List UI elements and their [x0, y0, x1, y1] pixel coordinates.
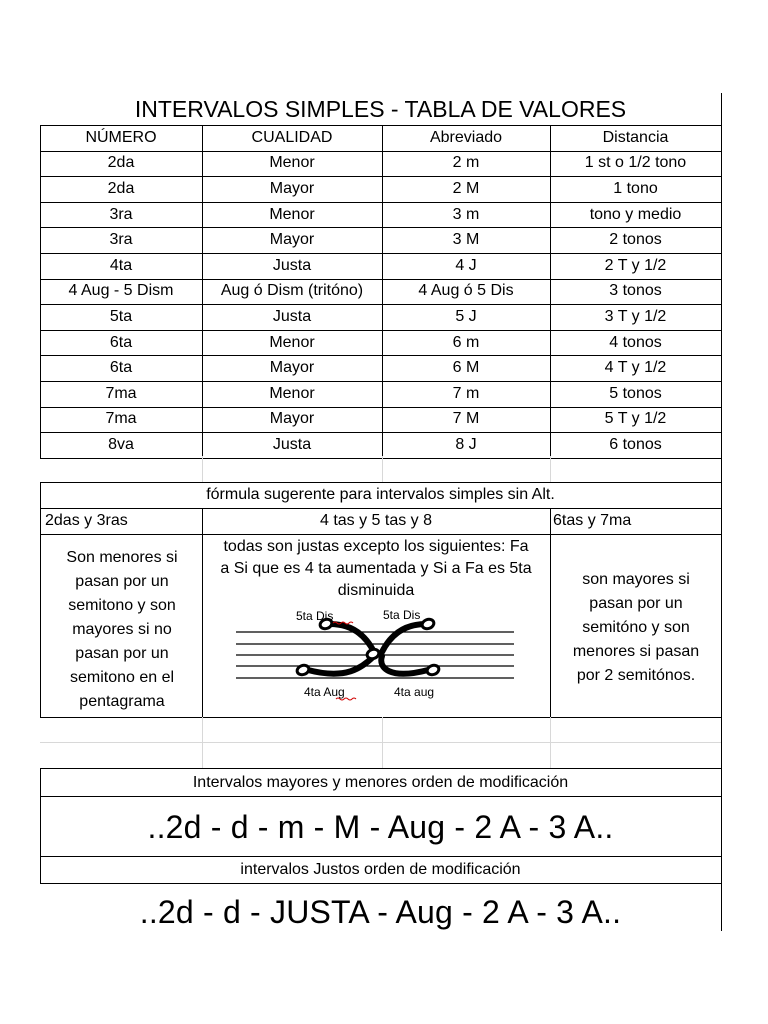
- cell-numero: 2da: [107, 179, 135, 197]
- formula-col2-text: todas son justas excepto los siguientes: Fa a Si que es 4 ta aumentada y Si a Fa es 5ta disminuida: [220, 538, 532, 599]
- table-row-border: [40, 253, 721, 254]
- label-4ta-aug-left: 4ta Aug: [304, 685, 345, 699]
- mayores-menores-title: Intervalos mayores y menores orden de modificación: [192, 773, 569, 791]
- blank-row-divider: [382, 456, 383, 482]
- cell-abreviado: 8 J: [455, 435, 477, 453]
- interval-staff-diagram: [228, 604, 518, 704]
- cell-abreviado: 3 M: [452, 231, 480, 249]
- cell-cualidad: Mayor: [269, 410, 315, 428]
- cell-abreviado: 7 M: [452, 410, 480, 428]
- cell-distancia: 3 T y 1/2: [604, 307, 667, 325]
- formula-left-border: [40, 482, 41, 717]
- arc-bottom-right: [381, 656, 428, 674]
- table-row-border: [40, 202, 721, 203]
- cell-cualidad: Justa: [272, 307, 312, 325]
- table-col-border: [382, 125, 383, 458]
- blank-row-divider: [382, 717, 383, 769]
- cell-cualidad: Menor: [269, 333, 315, 351]
- table-col-border: [202, 125, 203, 458]
- table-col-border: [550, 125, 551, 458]
- orders-left-border: [40, 768, 41, 883]
- formula-header: fórmula sugerente para intervalos simples sin Alt.: [206, 486, 555, 503]
- label-5ta-dis-left: 5ta Dis: [296, 609, 334, 623]
- cell-abreviado: 4 Aug ó 5 Dis: [418, 282, 514, 300]
- cell-cualidad: Menor: [269, 154, 315, 172]
- cell-distancia: 3 tonos: [609, 282, 662, 300]
- formula-col2-head: 4 tas y 5 tas y 8: [319, 512, 433, 529]
- cell-cualidad: Justa: [272, 435, 312, 453]
- cell-distancia: 5 tonos: [609, 384, 662, 402]
- note-head: [421, 618, 435, 631]
- blank-row-divider: [550, 456, 551, 482]
- blank-row-divider: [202, 456, 203, 482]
- cell-distancia: tono y medio: [589, 205, 682, 223]
- table-row-border: [40, 381, 721, 382]
- header-distancia: Distancia: [602, 128, 669, 146]
- orders-border: [40, 883, 721, 884]
- mayores-menores-sequence: ..2d - d - m - M - Aug - 2 A - 3 A..: [147, 808, 614, 845]
- arc-top-right: [382, 624, 426, 652]
- table-row-border: [40, 125, 721, 126]
- arc-bottom-left: [308, 656, 374, 674]
- note-head: [366, 648, 380, 661]
- table-row-border: [40, 355, 721, 356]
- cell-distancia: 5 T y 1/2: [604, 410, 667, 428]
- cell-abreviado: 2 M: [452, 179, 480, 197]
- cell-numero: 8va: [108, 435, 134, 453]
- orders-border: [40, 796, 721, 797]
- label-4ta-aug-right: 4ta aug: [394, 685, 435, 699]
- table-row-border: [40, 304, 721, 305]
- cell-cualidad: Menor: [269, 205, 315, 223]
- cell-abreviado: 3 m: [452, 205, 480, 223]
- formula-col3-text: son mayores si pasan por un semitóno y son menores si pasan por 2 semitónos.: [572, 571, 700, 684]
- page-right-rule: [721, 93, 722, 931]
- table-row-border: [40, 458, 721, 459]
- spellcheck-underline: [336, 698, 356, 700]
- table-col-border: [40, 125, 41, 458]
- header-abreviado: Abreviado: [429, 128, 503, 146]
- cell-distancia: 1 tono: [613, 179, 658, 197]
- table-row-border: [40, 330, 721, 331]
- arc-top-left: [330, 624, 374, 652]
- formula-bottom-border: [40, 717, 721, 718]
- cell-numero: 6ta: [109, 333, 133, 351]
- formula-col1-head: 2das y 3ras: [45, 512, 128, 529]
- blank-row-line: [40, 742, 721, 743]
- cell-numero: 3ra: [109, 231, 133, 249]
- cell-cualidad: Mayor: [269, 231, 315, 249]
- cell-abreviado: 6 M: [452, 359, 480, 377]
- formula-top-border: [40, 482, 721, 483]
- cell-cualidad: Menor: [269, 384, 315, 402]
- table-row-border: [40, 432, 721, 433]
- cell-distancia: 1 st o 1/2 tono: [584, 154, 687, 172]
- formula-col1-text: Son menores si pasan por un semitono y son mayores si no pasan por un semitono en el pentagrama: [66, 549, 178, 710]
- cell-abreviado: 2 m: [452, 154, 480, 172]
- table-row-border: [40, 279, 721, 280]
- orders-top-border: [40, 768, 721, 769]
- blank-row-divider: [202, 717, 203, 769]
- cell-distancia: 6 tonos: [609, 435, 662, 453]
- cell-numero: 4 Aug - 5 Dism: [68, 282, 174, 300]
- label-5ta-dis-right: 5ta Dis: [383, 608, 421, 622]
- cell-distancia: 2 tonos: [609, 231, 662, 249]
- formula-divider: [550, 508, 551, 717]
- cell-numero: 5ta: [109, 307, 133, 325]
- formula-head-border: [40, 508, 721, 509]
- header-cualidad: CUALIDAD: [251, 128, 333, 146]
- formula-col3-head: 6tas y 7ma: [553, 512, 632, 529]
- cell-numero: 7ma: [105, 410, 137, 428]
- table-row-border: [40, 176, 721, 177]
- table-row-border: [40, 407, 721, 408]
- cell-cualidad: Justa: [272, 256, 312, 274]
- cell-distancia: 2 T y 1/2: [604, 256, 667, 274]
- blank-row-divider: [550, 717, 551, 769]
- cell-numero: 6ta: [109, 359, 133, 377]
- cell-numero: 4ta: [109, 256, 133, 274]
- header-numero: NÚMERO: [85, 128, 157, 146]
- page-title: INTERVALOS SIMPLES - TABLA DE VALORES: [134, 95, 627, 122]
- cell-distancia: 4 T y 1/2: [604, 359, 667, 377]
- cell-distancia: 4 tonos: [609, 333, 662, 351]
- formula-divider: [202, 508, 203, 717]
- cell-cualidad: Mayor: [269, 179, 315, 197]
- cell-abreviado: 4 J: [455, 256, 477, 274]
- justos-title: intervalos Justos orden de modificación: [240, 861, 521, 878]
- orders-border: [40, 856, 721, 857]
- table-row-border: [40, 227, 721, 228]
- table-row-border: [40, 151, 721, 152]
- cell-numero: 7ma: [105, 384, 137, 402]
- cell-cualidad: Aug ó Dism (tritóno): [220, 282, 364, 300]
- cell-numero: 3ra: [109, 205, 133, 223]
- justos-sequence: ..2d - d - JUSTA - Aug - 2 A - 3 A..: [139, 893, 622, 930]
- cell-abreviado: 6 m: [452, 333, 480, 351]
- cell-cualidad: Mayor: [269, 359, 315, 377]
- cell-abreviado: 5 J: [455, 307, 477, 325]
- cell-abreviado: 7 m: [452, 384, 480, 402]
- formula-subhead-border: [40, 534, 721, 535]
- cell-numero: 2da: [107, 154, 135, 172]
